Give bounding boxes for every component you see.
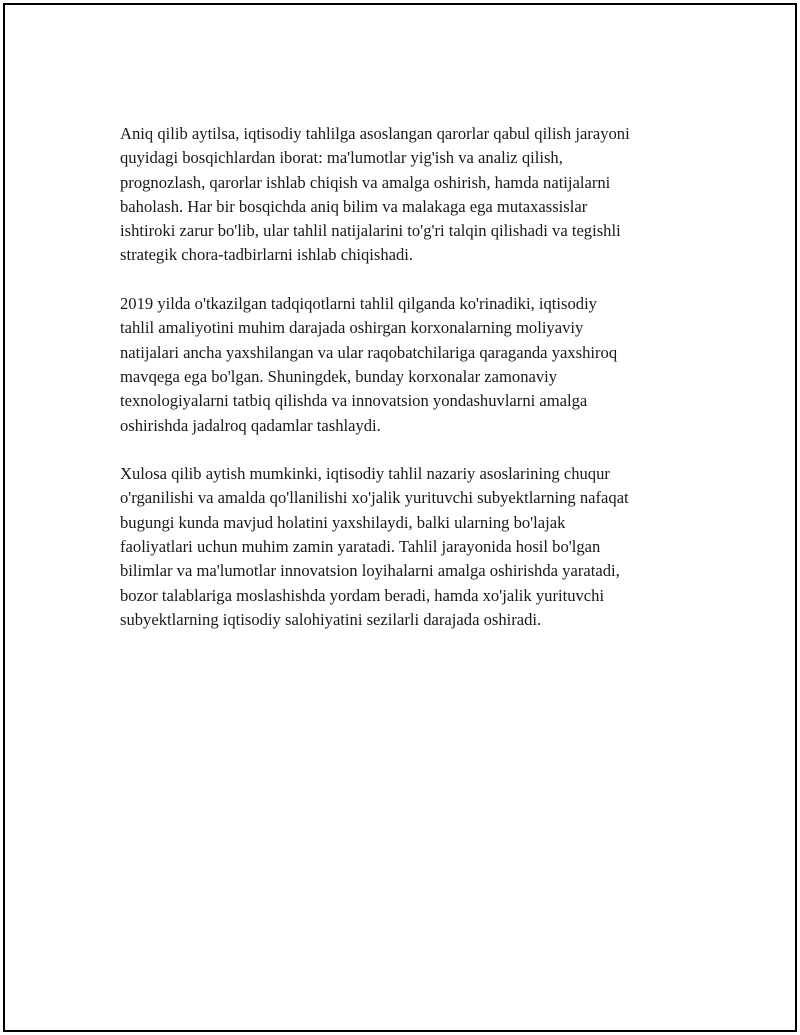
paragraph-line: texnologiyalarni tatbiq qilishda va innovatsion yondashuvlarni amalga [120, 391, 588, 411]
paragraph-line: natijalari ancha yaxshilangan va ular raqobatchilariga qaraganda yaxshiroq [120, 342, 618, 362]
document-body [120, 122, 700, 657]
paragraph-line: mavqega ega bo'lgan. Shuningdek, bunday korxonalar zamonaviy [120, 366, 558, 386]
paragraph-line: subyektlarning iqtisodiy salohiyatini sezilarli darajada oshiradi. [120, 609, 542, 629]
paragraph-line: bugungi kunda mavjud holatini yaxshilaydi, balki ularning bo'lajak [120, 512, 566, 532]
paragraph-line: bilimlar va ma'lumotlar innovatsion loyihalarni amalga oshirishda yaratadi, [120, 561, 620, 581]
paragraph-line: prognozlash, qarorlar ishlab chiqish va amalga oshirish, hamda natijalarni [120, 172, 611, 192]
paragraph-2 [120, 292, 700, 438]
paragraph-line: faoliyatlari uchun muhim zamin yaratadi. Tahlil jarayonida hosil bo'lgan [120, 537, 601, 557]
paragraph-line: baholash. Har bir bosqichda aniq bilim va malakaga ega mutaxassislar [120, 196, 588, 216]
paragraph-line: quyidagi bosqichlardan iborat: ma'lumotlar yig'ish va analiz qilish, [120, 148, 563, 168]
paragraph-1 [120, 122, 700, 268]
paragraph-line: oshirishda jadalroq qadamlar tashlaydi. [120, 415, 381, 435]
paragraph-3 [120, 462, 700, 632]
paragraph-line: bozor talablariga moslashishda yordam beradi, hamda xo'jalik yurituvchi [120, 585, 605, 605]
paragraph-line: tahlil amaliyotini muhim darajada oshirgan korxonalarning moliyaviy [120, 318, 584, 338]
document-page [3, 3, 797, 1032]
paragraph-line: Aniq qilib aytilsa, iqtisodiy tahlilga asoslangan qarorlar qabul qilish jarayoni [120, 124, 630, 143]
paragraph-line: strategik chora-tadbirlarni ishlab chiqishadi. [120, 245, 414, 265]
paragraph-line: 2019 yilda o'tkazilgan tadqiqotlarni tahlil qilganda ko'rinadiki, iqtisodiy [120, 294, 597, 314]
paragraph-line: ishtiroki zarur bo'lib, ular tahlil natijalarini to'g'ri talqin qilishadi va tegishli [120, 221, 621, 241]
paragraph-line: Xulosa qilib aytish mumkinki, iqtisodiy tahlil nazariy asoslarining chuqur [120, 464, 610, 484]
paragraph-line: o'rganilishi va amalda qo'llanilishi xo'jalik yurituvchi subyektlarning nafaqat [120, 488, 629, 508]
